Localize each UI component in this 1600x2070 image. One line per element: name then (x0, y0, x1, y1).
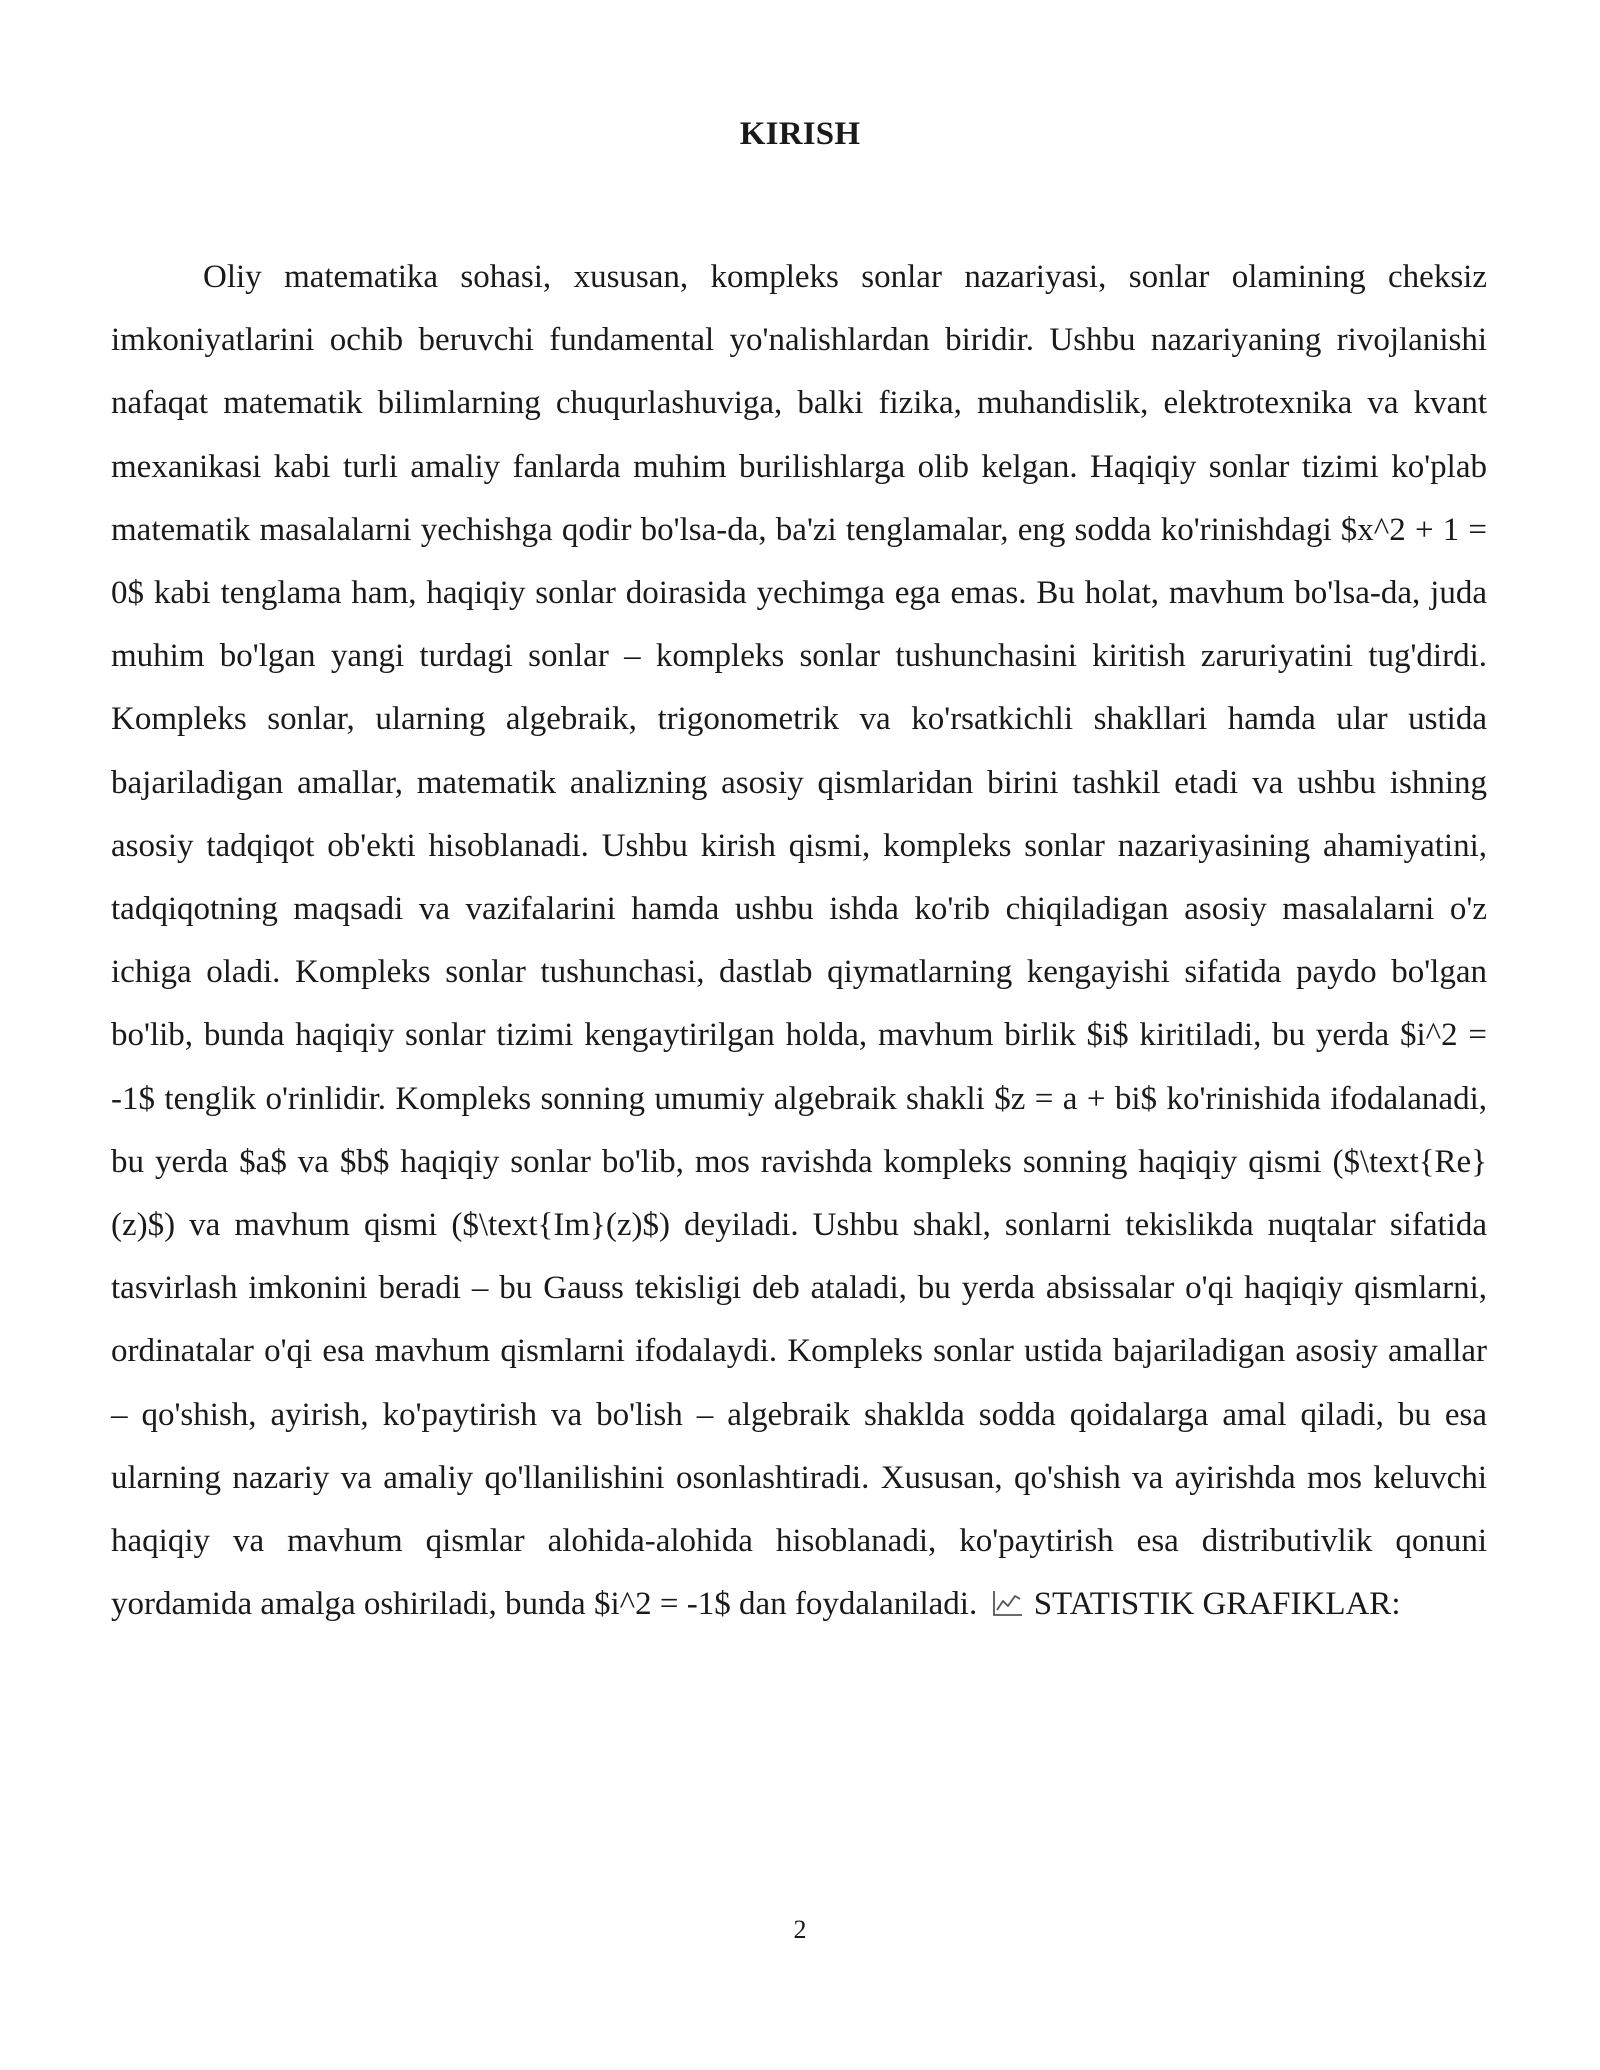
body-paragraph (111, 246, 1487, 1636)
page-number: 2 (793, 1915, 807, 1944)
statistik-grafiklar-label: STATISTIK GRAFIKLAR: (1033, 1586, 1401, 1623)
page-heading: KIRISH (739, 116, 861, 152)
chart-increasing-icon (991, 1588, 1025, 1618)
paragraph-text: Oliy matematika sohasi, xususan, kompleks sonlar nazariyasi, sonlar olamining cheksiz imkoniyatlarini ochib beruvchi fundamental yo'nalishlardan biridir. Ushbu nazariyaning rivojlanishi nafaqat matematik bilimlarning chuqurlashuviga, balki fizika, muhandislik, elektrotexnika va kvant mexanikasi kabi turli amaliy fanlarda muhim burilishlarga olib kelgan. Haqiqiy sonlar tizimi ko'plab matematik masalalarni yechishga qodir bo'lsa-da, ba'zi tenglamalar, eng sodda ko'rinishdagi $x^2 + 1 = 0$ kabi tenglama ham, haqiqiy sonlar doirasida yechimga ega emas. Bu holat, mavhum bo'lsa-da, juda muhim bo'lgan yangi turdagi sonlar – kompleks sonlar tushunchasini kiritish zaruriyatini tug'dirdi. Kompleks sonlar, ularning algebraik, trigonometrik va ko'rsatkichli shakllari hamda ular ustida bajariladigan amallar, matematik analizning asosiy qismlaridan birini tashkil etadi va ushbu ishning asosiy tadqiqot ob'ekti hisoblanadi. Ushbu kirish qismi, kompleks sonlar nazariyasining ahamiyatini, tadqiqotning maqsadi va vazifalarini hamda ushbu ishda ko'rib chiqiladigan asosiy masalalarni o'z ichiga oladi. Kompleks sonlar tushunchasi, dastlab qiymatlarning kengayishi sifatida paydo bo'lgan bo'lib, bunda haqiqiy sonlar tizimi kengaytirilgan holda, mavhum birlik $i$ kiritiladi, bu yerda $i^2 = -1$ tenglik o'rinlidir. Kompleks sonning umumiy algebraik shakli $z = a + bi$ ko'rinishida ifodalanadi, bu yerda $a$ va $b$ haqiqiy sonlar bo'lib, mos ravishda kompleks sonning haqiqiy qismi ($\text{Re}(z)$) va mavhum qismi ($\text{Im}(z)$) deyiladi. Ushbu shakl, sonlarni tekislikda nuqtalar sifatida tasvirlash imkonini beradi – bu Gauss tekisligi deb ataladi, bu yerda absissalar o'qi haqiqiy qismlarni, ordinatalar o'qi esa mavhum qismlarni ifodalaydi. Kompleks sonlar ustida bajariladigan asosiy amallar – qo'shish, ayirish, ko'paytirish va bo'lish – algebraik shaklda sodda qoidalarga amal qiladi, bu esa ularning nazariy va amaliy qo'llanilishini osonlashtiradi. Xususan, qo'shish va ayirishda mos keluvchi haqiqiy va mavhum qismlar alohida-alohida hisoblanadi, ko'paytirish esa distributivlik qonuni yordamida amalga oshiriladi, bunda $i^2 = -1$ dan foydalaniladi. (111, 259, 1487, 1623)
